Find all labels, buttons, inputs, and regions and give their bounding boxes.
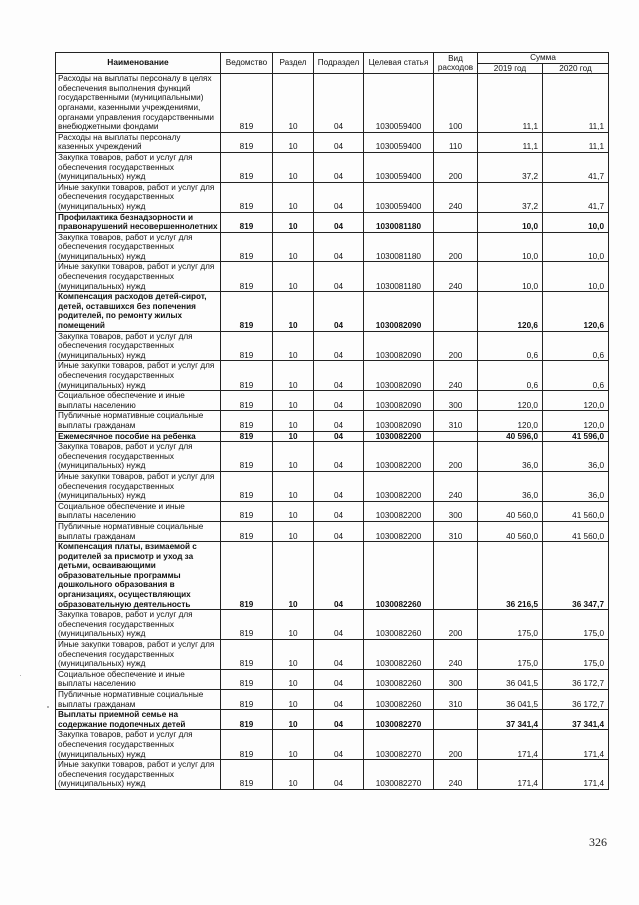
row-razdel: 10 (273, 610, 314, 640)
row-sum-2019: 36 216,5 (478, 542, 543, 610)
row-razdel: 10 (273, 760, 314, 790)
row-podrazdel: 04 (314, 331, 364, 361)
row-razdel: 10 (273, 182, 314, 212)
row-vid: 240 (434, 182, 478, 212)
row-name: Профилактика безнадзорности и правонарушений несовершеннолетних (56, 212, 221, 232)
row-name: Закупка товаров, работ и услуг для обеспечения государственных (муниципальных) нужд (56, 442, 221, 472)
row-podrazdel: 04 (314, 361, 364, 391)
row-podrazdel: 04 (314, 442, 364, 472)
row-vedomstvo: 819 (221, 74, 273, 133)
row-sum-2019: 37 341,4 (478, 710, 543, 730)
row-vid: 200 (434, 442, 478, 472)
row-target: 1030059400 (364, 152, 434, 182)
row-name: Закупка товаров, работ и услуг для обеспечения государственных (муниципальных) нужд (56, 730, 221, 760)
row-podrazdel: 04 (314, 760, 364, 790)
row-name: Иные закупки товаров, работ и услуг для обеспечения государственных (муниципальных) нужд (56, 182, 221, 212)
row-name: Публичные нормативные социальные выплаты гражданам (56, 690, 221, 710)
row-podrazdel: 04 (314, 212, 364, 232)
header-sum: Сумма (478, 53, 609, 64)
row-razdel: 10 (273, 640, 314, 670)
row-razdel: 10 (273, 361, 314, 391)
row-sum-2019: 120,0 (478, 391, 543, 411)
row-podrazdel: 04 (314, 74, 364, 133)
row-sum-2020: 175,0 (543, 610, 609, 640)
table-row (56, 669, 609, 689)
row-target: 1030081180 (364, 232, 434, 262)
row-target: 1030082200 (364, 442, 434, 472)
scan-speck (20, 675, 21, 676)
table-row (56, 411, 609, 431)
row-podrazdel: 04 (314, 182, 364, 212)
row-name: Закупка товаров, работ и услуг для обеспечения государственных (муниципальных) нужд (56, 152, 221, 182)
row-sum-2020: 36 347,7 (543, 542, 609, 610)
row-name: Социальное обеспечение и иные выплаты населению (56, 669, 221, 689)
row-podrazdel: 04 (314, 471, 364, 501)
table-row (56, 292, 609, 331)
budget-table (55, 52, 609, 790)
row-podrazdel: 04 (314, 730, 364, 760)
row-sum-2019: 175,0 (478, 610, 543, 640)
row-target: 1030082270 (364, 710, 434, 730)
row-vedomstvo: 819 (221, 640, 273, 670)
row-vid (434, 542, 478, 610)
row-podrazdel: 04 (314, 232, 364, 262)
row-sum-2019: 11,1 (478, 132, 543, 152)
row-vedomstvo: 819 (221, 391, 273, 411)
row-sum-2020: 171,4 (543, 730, 609, 760)
header-name: Наименование (56, 53, 221, 74)
table-row (56, 74, 609, 133)
row-sum-2019: 0,6 (478, 331, 543, 361)
row-vid (434, 710, 478, 730)
row-vid: 200 (434, 232, 478, 262)
row-target: 1030082260 (364, 640, 434, 670)
row-vid: 240 (434, 262, 478, 292)
row-vedomstvo: 819 (221, 182, 273, 212)
row-vedomstvo: 819 (221, 690, 273, 710)
row-name: Социальное обеспечение и иные выплаты населению (56, 391, 221, 411)
table-row (56, 690, 609, 710)
row-podrazdel: 04 (314, 542, 364, 610)
row-target: 1030082270 (364, 730, 434, 760)
row-target: 1030082200 (364, 471, 434, 501)
row-razdel: 10 (273, 542, 314, 610)
row-razdel: 10 (273, 669, 314, 689)
row-name: Иные закупки товаров, работ и услуг для обеспечения государственных (муниципальных) нужд (56, 471, 221, 501)
row-vedomstvo: 819 (221, 760, 273, 790)
header-2020: 2020 год (543, 63, 609, 74)
row-vedomstvo: 819 (221, 331, 273, 361)
row-vid: 240 (434, 471, 478, 501)
table-row (56, 431, 609, 442)
row-vedomstvo: 819 (221, 501, 273, 521)
row-sum-2020: 37 341,4 (543, 710, 609, 730)
row-sum-2020: 36,0 (543, 471, 609, 501)
row-target: 1030082200 (364, 431, 434, 442)
table-row (56, 331, 609, 361)
table-row (56, 501, 609, 521)
table-row (56, 640, 609, 670)
header-podrazdel: Подраздел (314, 53, 364, 74)
row-razdel: 10 (273, 152, 314, 182)
row-sum-2019: 36,0 (478, 471, 543, 501)
row-sum-2019: 0,6 (478, 361, 543, 391)
row-vedomstvo: 819 (221, 411, 273, 431)
row-razdel: 10 (273, 262, 314, 292)
row-vedomstvo: 819 (221, 292, 273, 331)
header-2019: 2019 год (478, 63, 543, 74)
row-razdel: 10 (273, 690, 314, 710)
row-name: Иные закупки товаров, работ и услуг для обеспечения государственных (муниципальных) нужд (56, 640, 221, 670)
row-sum-2019: 36 041,5 (478, 669, 543, 689)
row-target: 1030059400 (364, 132, 434, 152)
table-row (56, 521, 609, 541)
row-vid (434, 431, 478, 442)
row-target: 1030082090 (364, 292, 434, 331)
row-vedomstvo: 819 (221, 132, 273, 152)
row-sum-2020: 10,0 (543, 262, 609, 292)
row-target: 1030082260 (364, 690, 434, 710)
row-target: 1030081180 (364, 262, 434, 292)
row-name: Иные закупки товаров, работ и услуг для обеспечения государственных (муниципальных) нужд (56, 361, 221, 391)
row-razdel: 10 (273, 501, 314, 521)
row-vedomstvo: 819 (221, 262, 273, 292)
row-target: 1030082090 (364, 361, 434, 391)
row-sum-2019: 10,0 (478, 212, 543, 232)
row-podrazdel: 04 (314, 610, 364, 640)
row-vid: 200 (434, 610, 478, 640)
row-sum-2019: 40 596,0 (478, 431, 543, 442)
row-vedomstvo: 819 (221, 431, 273, 442)
row-vedomstvo: 819 (221, 669, 273, 689)
row-vid: 300 (434, 391, 478, 411)
row-vid: 240 (434, 361, 478, 391)
row-sum-2019: 175,0 (478, 640, 543, 670)
table-row (56, 730, 609, 760)
scan-speck (47, 706, 49, 708)
row-vid (434, 292, 478, 331)
row-name: Иные закупки товаров, работ и услуг для обеспечения государственных (муниципальных) нужд (56, 760, 221, 790)
table-row (56, 212, 609, 232)
row-name: Публичные нормативные социальные выплаты гражданам (56, 521, 221, 541)
row-razdel: 10 (273, 74, 314, 133)
table-row (56, 361, 609, 391)
row-podrazdel: 04 (314, 262, 364, 292)
row-vedomstvo: 819 (221, 212, 273, 232)
header-vedomstvo: Ведомство (221, 53, 273, 74)
row-sum-2020: 36 172,7 (543, 669, 609, 689)
row-vid (434, 212, 478, 232)
table-row (56, 262, 609, 292)
row-sum-2019: 10,0 (478, 232, 543, 262)
row-vid: 240 (434, 760, 478, 790)
row-name: Иные закупки товаров, работ и услуг для обеспечения государственных (муниципальных) нужд (56, 262, 221, 292)
table-row (56, 610, 609, 640)
row-razdel: 10 (273, 521, 314, 541)
row-name: Закупка товаров, работ и услуг для обеспечения государственных (муниципальных) нужд (56, 610, 221, 640)
table-row (56, 442, 609, 472)
row-sum-2019: 120,0 (478, 411, 543, 431)
row-razdel: 10 (273, 471, 314, 501)
row-target: 1030082260 (364, 669, 434, 689)
row-sum-2020: 36 172,7 (543, 690, 609, 710)
row-podrazdel: 04 (314, 669, 364, 689)
row-sum-2020: 41 596,0 (543, 431, 609, 442)
row-target: 1030082090 (364, 391, 434, 411)
row-vid: 310 (434, 411, 478, 431)
row-target: 1030082090 (364, 331, 434, 361)
row-sum-2020: 171,4 (543, 760, 609, 790)
row-vid: 310 (434, 690, 478, 710)
row-vedomstvo: 819 (221, 730, 273, 760)
row-name: Расходы на выплаты персоналу казенных учреждений (56, 132, 221, 152)
table-row (56, 471, 609, 501)
row-name: Компенсация платы, взимаемой с родителей за присмотр и уход за детьми, осваивающими образовательные программы дошкольного образования в организациях, осуществляющих образовательную деятельность (56, 542, 221, 610)
row-vedomstvo: 819 (221, 152, 273, 182)
row-sum-2019: 11,1 (478, 74, 543, 133)
row-sum-2019: 40 560,0 (478, 501, 543, 521)
row-vid: 200 (434, 730, 478, 760)
row-name: Социальное обеспечение и иные выплаты населению (56, 501, 221, 521)
table-row (56, 710, 609, 730)
table-row (56, 760, 609, 790)
row-vedomstvo: 819 (221, 442, 273, 472)
row-podrazdel: 04 (314, 710, 364, 730)
row-sum-2020: 10,0 (543, 232, 609, 262)
row-podrazdel: 04 (314, 292, 364, 331)
row-podrazdel: 04 (314, 431, 364, 442)
row-sum-2020: 41 560,0 (543, 501, 609, 521)
row-sum-2020: 36,0 (543, 442, 609, 472)
row-name: Публичные нормативные социальные выплаты гражданам (56, 411, 221, 431)
row-vid: 100 (434, 74, 478, 133)
row-target: 1030059400 (364, 74, 434, 133)
row-name: Выплаты приемной семье на содержание подопечных детей (56, 710, 221, 730)
row-razdel: 10 (273, 331, 314, 361)
table-row (56, 182, 609, 212)
row-razdel: 10 (273, 431, 314, 442)
row-sum-2019: 10,0 (478, 262, 543, 292)
row-target: 1030081180 (364, 212, 434, 232)
row-sum-2019: 37,2 (478, 182, 543, 212)
row-razdel: 10 (273, 232, 314, 262)
row-sum-2019: 171,4 (478, 760, 543, 790)
row-vid: 310 (434, 521, 478, 541)
row-razdel: 10 (273, 411, 314, 431)
row-podrazdel: 04 (314, 411, 364, 431)
row-name: Расходы на выплаты персоналу в целях обеспечения выполнения функций государственными (муниципальными) органами, казенными учреждениями, органами управления государственными внебюджетными фондами (56, 74, 221, 133)
table-row (56, 391, 609, 411)
row-sum-2019: 40 560,0 (478, 521, 543, 541)
row-vid: 300 (434, 669, 478, 689)
row-sum-2019: 36,0 (478, 442, 543, 472)
row-podrazdel: 04 (314, 521, 364, 541)
header-vid: Вид расходов (434, 53, 478, 74)
row-vid: 200 (434, 331, 478, 361)
row-razdel: 10 (273, 212, 314, 232)
row-target: 1030082090 (364, 411, 434, 431)
row-sum-2020: 0,6 (543, 361, 609, 391)
row-target: 1030082260 (364, 542, 434, 610)
row-sum-2020: 175,0 (543, 640, 609, 670)
row-name: Закупка товаров, работ и услуг для обеспечения государственных (муниципальных) нужд (56, 232, 221, 262)
table-row (56, 132, 609, 152)
row-sum-2020: 10,0 (543, 212, 609, 232)
row-name: Компенсация расходов детей-сирот, детей, оставшихся без попечения родителей, по ремонту жилых помещений (56, 292, 221, 331)
row-razdel: 10 (273, 292, 314, 331)
row-vedomstvo: 819 (221, 521, 273, 541)
row-sum-2020: 0,6 (543, 331, 609, 361)
header-razdel: Раздел (273, 53, 314, 74)
row-podrazdel: 04 (314, 132, 364, 152)
row-sum-2020: 120,6 (543, 292, 609, 331)
row-vid: 300 (434, 501, 478, 521)
row-podrazdel: 04 (314, 690, 364, 710)
row-vedomstvo: 819 (221, 232, 273, 262)
row-podrazdel: 04 (314, 501, 364, 521)
row-sum-2019: 37,2 (478, 152, 543, 182)
row-target: 1030082270 (364, 760, 434, 790)
row-vedomstvo: 819 (221, 361, 273, 391)
row-sum-2019: 120,6 (478, 292, 543, 331)
row-podrazdel: 04 (314, 391, 364, 411)
row-vid: 240 (434, 640, 478, 670)
row-target: 1030082260 (364, 610, 434, 640)
row-razdel: 10 (273, 442, 314, 472)
row-razdel: 10 (273, 391, 314, 411)
header-target: Целевая статья (364, 53, 434, 74)
row-podrazdel: 04 (314, 152, 364, 182)
table-body (56, 74, 609, 790)
row-sum-2020: 11,1 (543, 74, 609, 133)
row-sum-2020: 11,1 (543, 132, 609, 152)
row-vedomstvo: 819 (221, 542, 273, 610)
row-target: 1030082200 (364, 521, 434, 541)
row-target: 1030059400 (364, 182, 434, 212)
table-row (56, 542, 609, 610)
row-sum-2020: 120,0 (543, 411, 609, 431)
row-sum-2020: 41,7 (543, 182, 609, 212)
row-vedomstvo: 819 (221, 471, 273, 501)
row-target: 1030082200 (364, 501, 434, 521)
table-row (56, 152, 609, 182)
row-vedomstvo: 819 (221, 610, 273, 640)
row-podrazdel: 04 (314, 640, 364, 670)
row-vid: 200 (434, 152, 478, 182)
row-sum-2019: 36 041,5 (478, 690, 543, 710)
row-vid: 110 (434, 132, 478, 152)
row-sum-2020: 120,0 (543, 391, 609, 411)
row-razdel: 10 (273, 710, 314, 730)
page-number: 326 (589, 835, 607, 849)
row-sum-2019: 171,4 (478, 730, 543, 760)
table-row (56, 232, 609, 262)
row-razdel: 10 (273, 132, 314, 152)
row-razdel: 10 (273, 730, 314, 760)
row-sum-2020: 41,7 (543, 152, 609, 182)
table-header (56, 53, 609, 74)
row-name: Закупка товаров, работ и услуг для обеспечения государственных (муниципальных) нужд (56, 331, 221, 361)
row-sum-2020: 41 560,0 (543, 521, 609, 541)
row-vedomstvo: 819 (221, 710, 273, 730)
row-name: Ежемесячное пособие на ребенка (56, 431, 221, 442)
